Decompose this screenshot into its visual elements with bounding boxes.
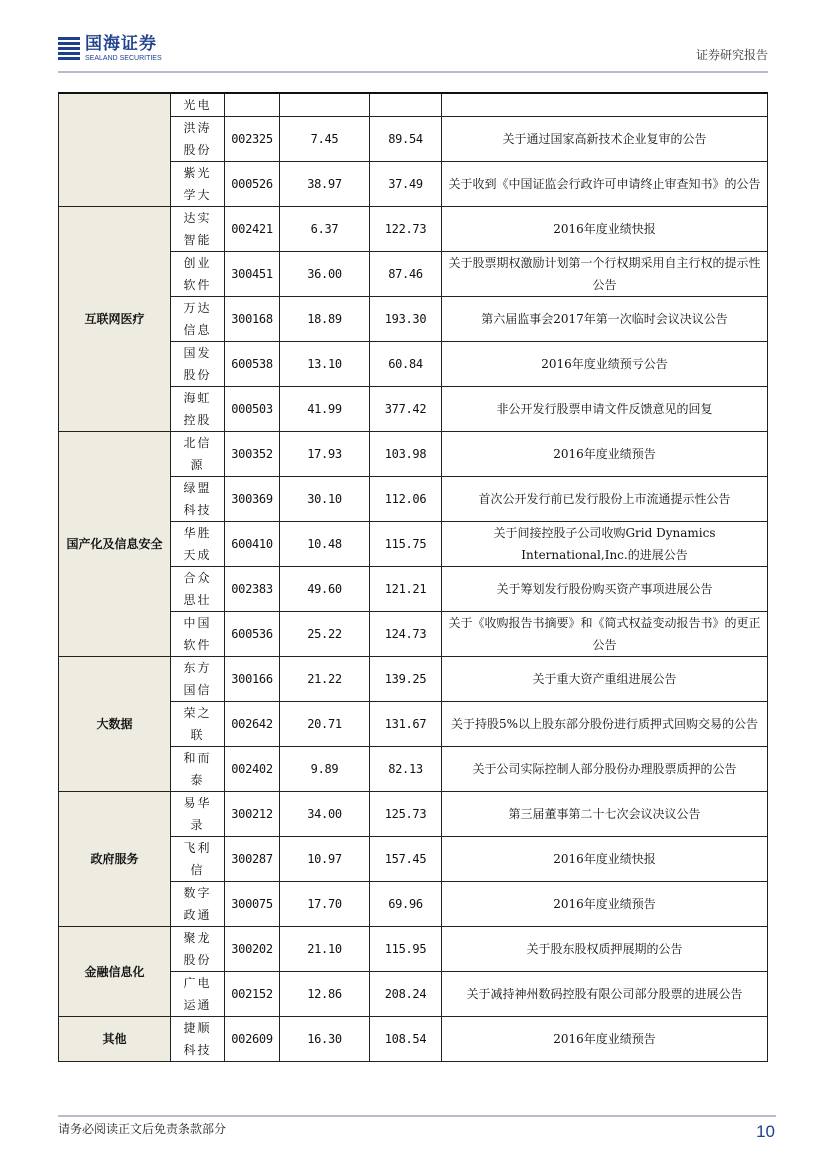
stock-code-cell: 002421 [225,207,280,252]
stock-name-cell: 和而泰 [171,747,225,792]
announcement-cell: 2016年度业绩预告 [442,432,768,477]
stock-code-cell: 300352 [225,432,280,477]
announcement-cell: 2016年度业绩预告 [442,882,768,927]
market-cap-cell: 121.21 [370,567,442,612]
price-cell: 10.97 [280,837,370,882]
market-cap-cell: 208.24 [370,972,442,1017]
market-cap-cell: 87.46 [370,252,442,297]
stock-code-cell: 300451 [225,252,280,297]
price-cell: 6.37 [280,207,370,252]
market-cap-cell: 37.49 [370,162,442,207]
market-cap-cell: 157.45 [370,837,442,882]
price-cell: 17.93 [280,432,370,477]
price-cell: 41.99 [280,387,370,432]
category-cell: 大数据 [59,657,171,792]
announcement-cell: 2016年度业绩预亏公告 [442,342,768,387]
stock-code-cell: 002609 [225,1017,280,1062]
stock-code-cell: 600538 [225,342,280,387]
stock-code-cell: 600536 [225,612,280,657]
stock-code-cell: 002325 [225,117,280,162]
market-cap-cell: 377.42 [370,387,442,432]
stock-code-cell: 300287 [225,837,280,882]
category-cell: 金融信息化 [59,927,171,1017]
market-cap-cell: 103.98 [370,432,442,477]
announcement-cell: 关于间接控股子公司收购Grid Dynamics International,Inc.的进展公告 [442,522,768,567]
price-cell: 7.45 [280,117,370,162]
table-row [59,927,768,972]
table-row [59,93,768,117]
price-cell: 49.60 [280,567,370,612]
stock-name-cell: 国发股份 [171,342,225,387]
price-cell: 13.10 [280,342,370,387]
logo-name-cn: 国海证券 [85,34,157,54]
price-cell: 21.22 [280,657,370,702]
category-cell: 互联网医疗 [59,207,171,432]
announcement-cell: 关于筹划发行股份购买资产事项进展公告 [442,567,768,612]
stock-code-cell: 600410 [225,522,280,567]
stock-name-cell: 飞利信 [171,837,225,882]
disclaimer-text: 请务必阅读正文后免责条款部分 [58,1122,227,1136]
stock-name-cell: 易华录 [171,792,225,837]
stock-name-cell: 海虹控股 [171,387,225,432]
stock-name-cell: 中国软件 [171,612,225,657]
announcement-cell: 关于收到《中国证监会行政许可申请终止审查知书》的公告 [442,162,768,207]
price-cell: 36.00 [280,252,370,297]
market-cap-cell: 193.30 [370,297,442,342]
stock-code-cell: 300168 [225,297,280,342]
stock-code-cell: 300369 [225,477,280,522]
price-cell: 12.86 [280,972,370,1017]
price-cell [280,93,370,117]
price-cell: 10.48 [280,522,370,567]
market-cap-cell: 89.54 [370,117,442,162]
stock-code-cell: 300202 [225,927,280,972]
market-cap-cell: 115.75 [370,522,442,567]
logo-icon [58,37,80,61]
stock-name-cell: 万达信息 [171,297,225,342]
market-cap-cell: 60.84 [370,342,442,387]
market-cap-cell: 125.73 [370,792,442,837]
stock-name-cell: 创业软件 [171,252,225,297]
stock-name-cell: 光电 [171,93,225,117]
price-cell: 16.30 [280,1017,370,1062]
stock-name-cell: 广电运通 [171,972,225,1017]
market-cap-cell: 115.95 [370,927,442,972]
announcement-cell: 2016年度业绩快报 [442,207,768,252]
announcement-cell: 第六届监事会2017年第一次临时会议决议公告 [442,297,768,342]
announcement-cell [442,93,768,117]
announcement-cell: 关于减持神州数码控股有限公司部分股票的进展公告 [442,972,768,1017]
stock-name-cell: 荣之联 [171,702,225,747]
stock-name-cell: 数字政通 [171,882,225,927]
announcement-cell: 关于股票期权激励计划第一个行权期采用自主行权的提示性公告 [442,252,768,297]
logo-name-en: SEALAND SECURITIES [85,55,162,62]
price-cell: 21.10 [280,927,370,972]
announcement-cell: 关于《收购报告书摘要》和《简式权益变动报告书》的更正公告 [442,612,768,657]
announcement-cell: 关于重大资产重组进展公告 [442,657,768,702]
announcement-cell: 首次公开发行前已发行股份上市流通提示性公告 [442,477,768,522]
market-cap-cell: 124.73 [370,612,442,657]
stock-code-cell: 002152 [225,972,280,1017]
page-header [58,36,768,68]
stock-name-cell: 北信源 [171,432,225,477]
price-cell: 9.89 [280,747,370,792]
stock-name-cell: 达实智能 [171,207,225,252]
stock-code-cell: 002642 [225,702,280,747]
price-cell: 17.70 [280,882,370,927]
stock-name-cell: 华胜天成 [171,522,225,567]
stock-name-cell: 合众思壮 [171,567,225,612]
category-cell: 国产化及信息安全 [59,432,171,657]
announcement-cell: 关于公司实际控制人部分股份办理股票质押的公告 [442,747,768,792]
price-cell: 25.22 [280,612,370,657]
announcement-cell: 第三届董事第二十七次会议决议公告 [442,792,768,837]
table-row [59,657,768,702]
stock-name-cell: 绿盟科技 [171,477,225,522]
stock-code-cell: 300075 [225,882,280,927]
stock-code-cell: 002383 [225,567,280,612]
price-cell: 30.10 [280,477,370,522]
announcement-cell: 关于通过国家高新技术企业复审的公告 [442,117,768,162]
stock-name-cell: 紫光学大 [171,162,225,207]
stock-code-cell: 300212 [225,792,280,837]
market-cap-cell: 112.06 [370,477,442,522]
market-cap-cell [370,93,442,117]
price-cell: 18.89 [280,297,370,342]
report-type-label: 证券研究报告 [695,48,768,62]
announcement-cell: 2016年度业绩快报 [442,837,768,882]
announcement-cell: 关于股东股权质押展期的公告 [442,927,768,972]
stock-code-cell: 002402 [225,747,280,792]
stock-code-cell: 000503 [225,387,280,432]
category-cell: 政府服务 [59,792,171,927]
market-cap-cell: 131.67 [370,702,442,747]
price-cell: 20.71 [280,702,370,747]
market-cap-cell: 122.73 [370,207,442,252]
market-cap-cell: 139.25 [370,657,442,702]
company-logo [58,36,162,62]
price-cell: 38.97 [280,162,370,207]
market-cap-cell: 82.13 [370,747,442,792]
category-cell: 其他 [59,1017,171,1062]
table-row [59,432,768,477]
stock-name-cell: 洪涛股份 [171,117,225,162]
footer-divider [58,1115,776,1117]
stock-name-cell: 捷顺科技 [171,1017,225,1062]
table-row [59,207,768,252]
announcement-cell: 非公开发行股票申请文件反馈意见的回复 [442,387,768,432]
announcement-cell: 关于持股5%以上股东部分股份进行质押式回购交易的公告 [442,702,768,747]
header-divider [58,71,768,73]
stock-name-cell: 东方国信 [171,657,225,702]
market-cap-cell: 108.54 [370,1017,442,1062]
stock-code-cell [225,93,280,117]
stock-code-cell: 000526 [225,162,280,207]
stock-code-cell: 300166 [225,657,280,702]
category-cell [59,93,171,207]
page-number: 10 [756,1122,775,1141]
stock-name-cell: 聚龙股份 [171,927,225,972]
stock-announcement-table [58,92,768,1062]
table-row [59,1017,768,1062]
price-cell: 34.00 [280,792,370,837]
market-cap-cell: 69.96 [370,882,442,927]
table-row [59,792,768,837]
announcement-cell: 2016年度业绩预告 [442,1017,768,1062]
